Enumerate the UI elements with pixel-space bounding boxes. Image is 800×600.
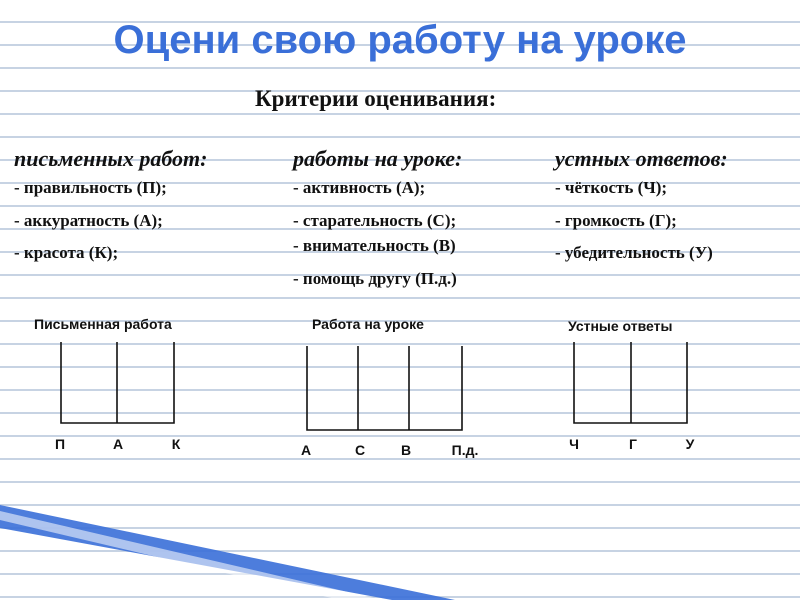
decorative-diagonal-stripe [0, 505, 455, 600]
scale-letter-lesson-v: В [400, 442, 412, 458]
criteria-heading-oral: устных ответов: [555, 146, 728, 171]
criteria-item-written-beauty: - красота (К); [14, 243, 119, 262]
scale-letter-written-a: А [112, 436, 124, 452]
page-title: Оцени свою работу на уроке [113, 18, 687, 62]
criteria-item-lesson-activity: - активность (А); [293, 178, 426, 197]
scale-letter-lesson-a: А [300, 442, 312, 458]
criteria-heading-lesson: работы на уроке: [293, 146, 463, 171]
criteria-item-written-correctness: - правильность (П); [14, 178, 167, 197]
scale-letter-oral-g: Г [629, 436, 637, 452]
scale-label-written: Письменная работа [34, 316, 172, 332]
scale-letter-lesson-pd: П.д. [451, 442, 479, 458]
criteria-subtitle: Критерии оценивания: [255, 86, 497, 111]
scale-label-lesson: Работа на уроке [312, 316, 424, 332]
scale-letter-written-k: К [171, 436, 181, 452]
criteria-item-oral-clarity: - чёткость (Ч); [555, 178, 668, 197]
scale-letter-written-p: П [54, 436, 66, 452]
criteria-item-written-accuracy: - аккуратность (А); [14, 211, 163, 230]
scale-frame-lesson [307, 346, 462, 430]
criteria-heading-written: письменных работ: [14, 146, 208, 171]
scale-letter-lesson-s: С [354, 442, 366, 458]
scale-letter-oral-ch: Ч [569, 436, 579, 452]
criteria-item-oral-persuasiveness: - убедительность (У) [555, 243, 713, 262]
criteria-item-lesson-diligence: - старательность (С); [293, 211, 457, 230]
criteria-item-oral-loudness: - громкость (Г); [555, 211, 677, 230]
scale-letter-oral-u: У [685, 436, 695, 452]
criteria-item-lesson-attention: - внимательность (В) [293, 236, 456, 255]
criteria-item-lesson-helping: - помощь другу (П.д.) [293, 269, 457, 288]
scale-label-oral: Устные ответы [568, 318, 673, 334]
